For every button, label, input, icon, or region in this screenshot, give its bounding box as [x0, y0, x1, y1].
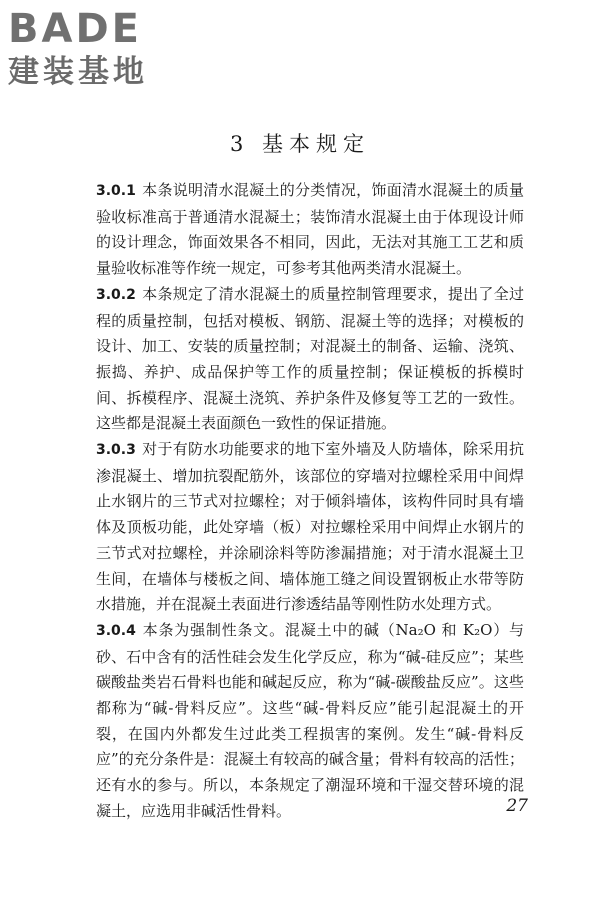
- clause-3-0-3: [96, 437, 524, 618]
- clause-number: 3.0.2: [96, 286, 136, 303]
- clause-3-0-1: [96, 178, 524, 282]
- clause-text: 本条说明清水混凝土的分类情况，饰面清水混凝土的质量验收标准高于普通清水混凝土；装饰清水混凝土由于体现设计师的设计理念，饰面效果各不相同，因此，无法对其施工工艺和质量验收标准等作统一规定，可参考其他两类清水混凝土。: [96, 181, 524, 278]
- clause-text: 本条为强制性条文。混凝土中的碱（Na₂O 和 K₂O）与砂、石中含有的活性硅会发生化学反应，称为“碱-硅反应”；某些碳酸盐类岩石骨料也能和碱起反应，称为“碱-碳酸盐反应”。这些都称为“碱-骨料反应”。这些“碱-骨料反应”能引起混凝土的开裂，在国内外都发生过此类工程损害的案例。发生“碱-骨料反应”的充分条件是：混凝土有较高的碱含量；骨料有较高的活性；还有水的参与。所以，本条规定了潮湿环境和干湿交替环境的混凝土，应选用非碱活性骨料。: [96, 620, 524, 820]
- clause-text: 本条规定了清水混凝土的质量控制管理要求，提出了全过程的质量控制，包括对模板、钢筋、混凝土等的选择；对模板的设计、加工、安装的质量控制；对混凝土的制备、运输、浇筑、振捣、养护、成品保护等工作的质量控制；保证模板的拆模时间、拆模程序、混凝土浇筑、养护条件及修复等工艺的一致性。这些都是混凝土表面颜色一致性的保证措施。: [96, 284, 524, 433]
- bade-logo: [8, 6, 178, 92]
- clause-list: [96, 178, 524, 825]
- clause-number: 3.0.1: [96, 183, 136, 199]
- clause-3-0-2: [96, 282, 524, 437]
- page-number: 27: [506, 796, 528, 816]
- clause-3-0-4: [96, 618, 524, 825]
- clause-number: 3.0.3: [96, 442, 136, 459]
- chapter-title: 3 基本规定: [229, 132, 371, 156]
- logo-wordmark: BADE: [8, 6, 142, 52]
- clause-number: 3.0.4: [96, 622, 136, 639]
- clause-text: 对于有防水功能要求的地下室外墙及人防墙体，除采用抗渗混凝土、增加抗裂配筋外，该部位的穿墙对拉螺栓采用中间焊止水钢片的三节式对拉螺栓；对于倾斜墙体，该构件同时具有墙体及顶板功能，此处穿墙（板）对拉螺栓采用中间焊止水钢片的三节式对拉螺栓，并涂刷涂料等防渗漏措施；对于清水混凝土卫生间，在墙体与楼板之间、墙体施工缝之间设置钢板止水带等防水措施，并在混凝土表面进行渗透结晶等刚性防水处理方式。: [96, 440, 524, 614]
- logo-chinese-text: 建装基地: [8, 54, 148, 90]
